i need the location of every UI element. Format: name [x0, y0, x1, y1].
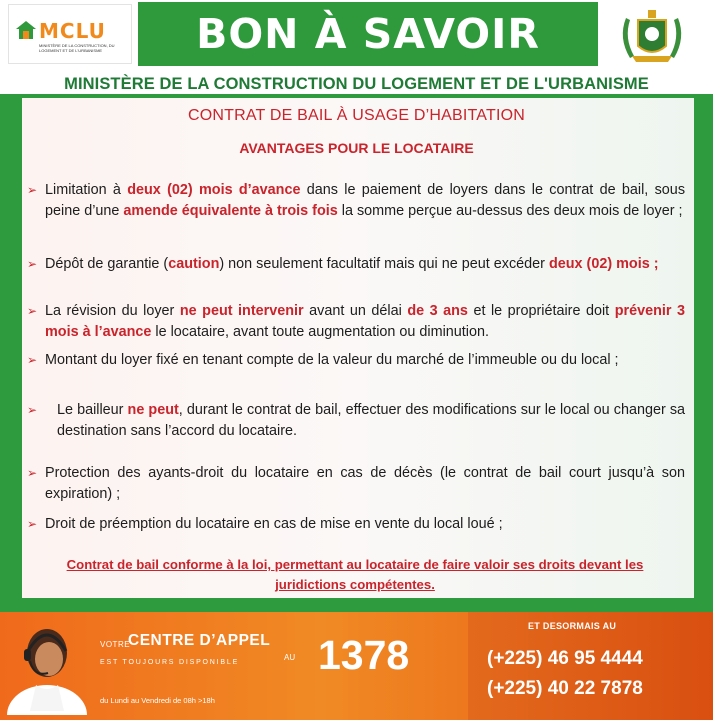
call-agent-icon: [6, 615, 88, 715]
list-item: ➢ Dépôt de garantie (caution) non seulement facultatif mais qui ne peut excéder deux (02) mois ;: [45, 254, 685, 275]
mclu-logo: [8, 4, 132, 64]
logo-subtitle: MINISTÈRE DE LA CONSTRUCTION, DU LOGEMENT ET DE L'URBANISME: [39, 43, 115, 53]
list-item: ➢ Droit de préemption du locataire en cas de mise en vente du local loué ;: [45, 514, 685, 535]
desormais-label: ET DESORMAIS AU: [528, 621, 617, 631]
availability-label: EST TOUJOURS DISPONIBLE: [100, 659, 240, 666]
banner-title: BON À SAVOIR: [196, 10, 540, 58]
list-item: ➢ Le bailleur ne peut, durant le contrat de bail, effectuer des modifications sur le local ou changer sa destination sans l’accord du locataire.: [27, 402, 686, 439]
coat-of-arms-icon: [608, 8, 696, 64]
au-label: AU: [284, 653, 296, 662]
list-item: ➢ Montant du loyer fixé en tenant compte de la valeur du marché de l’immeuble ou du local ;: [45, 350, 685, 371]
call-center-title: CENTRE D’APPEL: [128, 632, 271, 649]
list-item: ➢ La révision du loyer ne peut intervenir avant un délai de 3 ans et le propriétaire doit prévenir 3 mois à l’avance le locataire, avant toute augmentation ou diminution.: [27, 303, 686, 340]
arrow-bullet-icon: ➢: [27, 353, 38, 367]
arrow-bullet-icon: ➢: [27, 517, 38, 531]
banner: [138, 2, 598, 66]
logo-text: MCLU: [39, 19, 106, 43]
arrow-bullet-icon: ➢: [27, 183, 38, 197]
phone-number-2: (+225) 40 22 7878: [487, 678, 643, 699]
list-item: ➢ Protection des ayants-droit du locataire en cas de décès (le contrat de bail court jusqu’à son expiration) ;: [27, 465, 685, 502]
list-item: ➢ Limitation à deux (02) mois d’avance dans le paiement de loyers dans le contrat de bail, sous peine d’une amende équivalente à trois fois la somme perçue au-dessus des deux mois de loyer ;: [27, 182, 686, 219]
arrow-bullet-icon: ➢: [27, 304, 38, 318]
ministry-title: MINISTÈRE DE LA CONSTRUCTION DU LOGEMENT ET DE L'URBANISME: [64, 75, 649, 93]
card-subtitle: AVANTAGES POUR LE LOCATAIRE: [239, 140, 474, 156]
footer-note: Contrat de bail conforme à la loi, permettant au locataire de faire valoir ses droits devant les juridictions compétentes.: [66, 557, 644, 592]
arrow-bullet-icon: ➢: [27, 257, 38, 271]
arrow-bullet-icon: ➢: [27, 403, 38, 417]
phone-number-1: (+225) 46 95 4444: [487, 648, 643, 669]
card-title: CONTRAT DE BAIL À USAGE D’HABITATION: [187, 107, 526, 124]
votre-label: VOTRE: [100, 640, 131, 649]
header: [0, 0, 713, 68]
call-center-number: 1378: [318, 632, 410, 678]
house-logo-icon: [15, 19, 37, 41]
opening-hours: du Lundi au Vendredi de 08h >18h: [100, 696, 215, 705]
arrow-bullet-icon: ➢: [27, 466, 38, 480]
